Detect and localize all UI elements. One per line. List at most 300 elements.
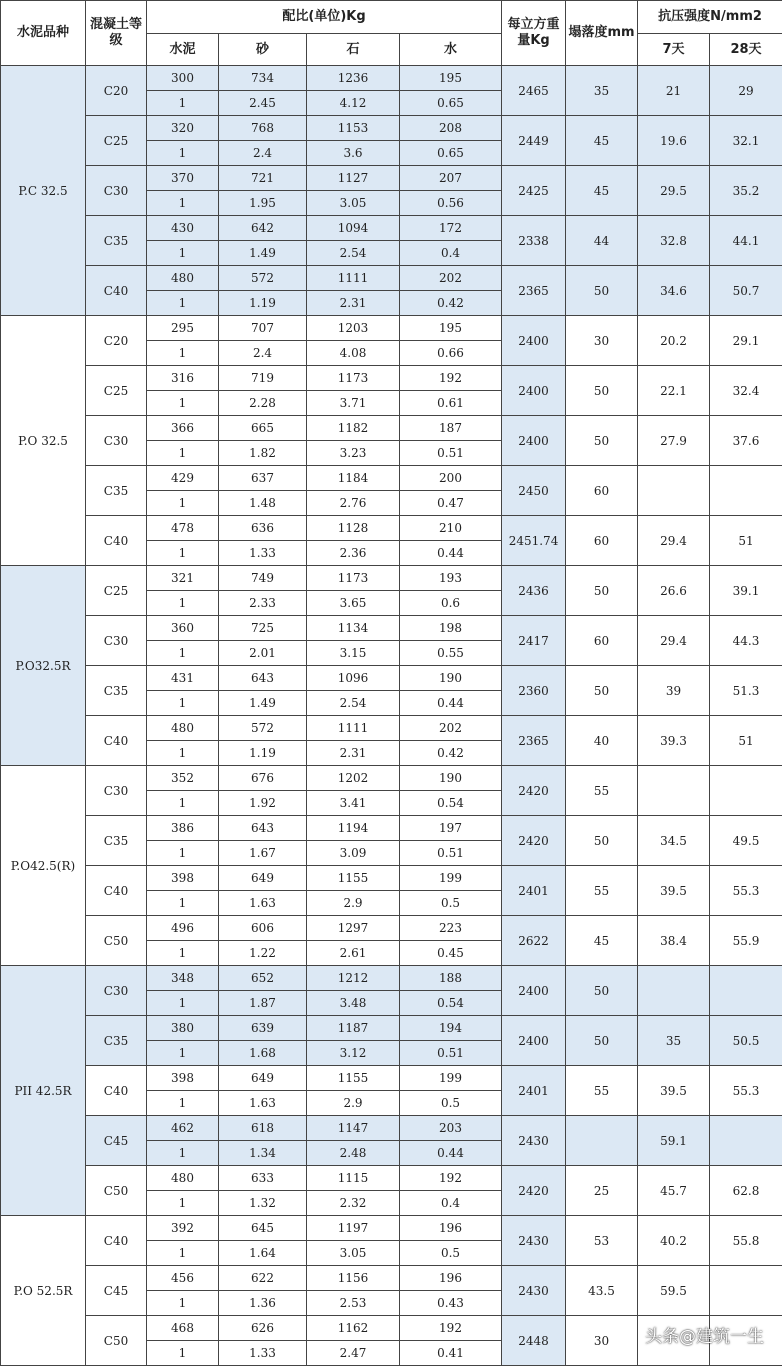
table-row bbox=[1, 966, 782, 991]
ratio-sand: 2.28 bbox=[219, 391, 307, 416]
mix-stone-kg: 1096 bbox=[307, 666, 400, 691]
strength-28-day-cell bbox=[710, 1266, 782, 1316]
mix-stone-kg: 1155 bbox=[307, 1066, 400, 1091]
ratio-stone: 2.61 bbox=[307, 941, 400, 966]
slump-cell: 45 bbox=[566, 116, 638, 166]
mix-cement-kg: 480 bbox=[147, 1166, 219, 1191]
ratio-water: 0.65 bbox=[400, 141, 502, 166]
mix-water-kg: 210 bbox=[400, 516, 502, 541]
mix-cement-kg: 480 bbox=[147, 266, 219, 291]
unit-weight-cell: 2420 bbox=[502, 816, 566, 866]
mix-cement-kg: 360 bbox=[147, 616, 219, 641]
ratio-water: 0.42 bbox=[400, 291, 502, 316]
strength-28-day-cell: 51.3 bbox=[710, 666, 782, 716]
strength-28-day-cell: 51 bbox=[710, 716, 782, 766]
ratio-water: 0.55 bbox=[400, 641, 502, 666]
mix-water-kg: 192 bbox=[400, 366, 502, 391]
ratio-sand: 2.45 bbox=[219, 91, 307, 116]
mix-sand-kg: 649 bbox=[219, 866, 307, 891]
strength-7-day-cell: 39.5 bbox=[638, 866, 710, 916]
slump-cell: 50 bbox=[566, 566, 638, 616]
slump-cell: 50 bbox=[566, 966, 638, 1016]
strength-28-day-cell: 51 bbox=[710, 516, 782, 566]
slump-cell: 25 bbox=[566, 1166, 638, 1216]
grade-cell: C25 bbox=[86, 366, 147, 416]
ratio-cement: 1 bbox=[147, 341, 219, 366]
mix-water-kg: 196 bbox=[400, 1216, 502, 1241]
mix-sand-kg: 618 bbox=[219, 1116, 307, 1141]
grade-cell: C50 bbox=[86, 916, 147, 966]
strength-7-day-cell: 21 bbox=[638, 66, 710, 116]
strength-7-day-cell: 40.2 bbox=[638, 1216, 710, 1266]
mix-stone-kg: 1128 bbox=[307, 516, 400, 541]
ratio-stone: 2.53 bbox=[307, 1291, 400, 1316]
ratio-cement: 1 bbox=[147, 441, 219, 466]
slump-cell bbox=[566, 1116, 638, 1166]
ratio-water: 0.54 bbox=[400, 791, 502, 816]
mix-cement-kg: 478 bbox=[147, 516, 219, 541]
strength-7-day-cell: 59.5 bbox=[638, 1266, 710, 1316]
table-row bbox=[1, 216, 782, 241]
mix-water-kg: 196 bbox=[400, 1266, 502, 1291]
mix-cement-kg: 430 bbox=[147, 216, 219, 241]
mix-stone-kg: 1155 bbox=[307, 866, 400, 891]
grade-cell: C35 bbox=[86, 466, 147, 516]
ratio-stone: 2.76 bbox=[307, 491, 400, 516]
ratio-water: 0.44 bbox=[400, 1141, 502, 1166]
unit-weight-cell: 2401 bbox=[502, 1066, 566, 1116]
ratio-stone: 2.9 bbox=[307, 1091, 400, 1116]
header-sand: 砂 bbox=[219, 34, 307, 66]
unit-weight-cell: 2430 bbox=[502, 1216, 566, 1266]
ratio-sand: 1.67 bbox=[219, 841, 307, 866]
ratio-cement: 1 bbox=[147, 91, 219, 116]
ratio-stone: 3.05 bbox=[307, 1241, 400, 1266]
ratio-water: 0.61 bbox=[400, 391, 502, 416]
ratio-cement: 1 bbox=[147, 491, 219, 516]
ratio-sand: 1.82 bbox=[219, 441, 307, 466]
ratio-stone: 3.09 bbox=[307, 841, 400, 866]
mix-water-kg: 192 bbox=[400, 1166, 502, 1191]
slump-cell: 50 bbox=[566, 416, 638, 466]
mix-sand-kg: 643 bbox=[219, 666, 307, 691]
strength-28-day-cell: 29 bbox=[710, 66, 782, 116]
ratio-sand: 2.01 bbox=[219, 641, 307, 666]
mix-water-kg: 208 bbox=[400, 116, 502, 141]
strength-28-day-cell: 29.1 bbox=[710, 316, 782, 366]
mix-sand-kg: 626 bbox=[219, 1316, 307, 1341]
header-water: 水 bbox=[400, 34, 502, 66]
strength-7-day-cell: 39 bbox=[638, 666, 710, 716]
mix-cement-kg: 320 bbox=[147, 116, 219, 141]
table-row bbox=[1, 416, 782, 441]
ratio-sand: 1.49 bbox=[219, 241, 307, 266]
ratio-cement: 1 bbox=[147, 541, 219, 566]
ratio-sand: 1.64 bbox=[219, 1241, 307, 1266]
strength-28-day-cell: 32.1 bbox=[710, 116, 782, 166]
unit-weight-cell: 2400 bbox=[502, 416, 566, 466]
mix-water-kg: 199 bbox=[400, 866, 502, 891]
table-row bbox=[1, 1016, 782, 1041]
table-row bbox=[1, 266, 782, 291]
mix-stone-kg: 1182 bbox=[307, 416, 400, 441]
grade-cell: C50 bbox=[86, 1316, 147, 1366]
grade-cell: C30 bbox=[86, 616, 147, 666]
strength-7-day-cell: 34.5 bbox=[638, 816, 710, 866]
strength-7-day-cell: 39.3 bbox=[638, 716, 710, 766]
strength-7-day-cell: 38.4 bbox=[638, 916, 710, 966]
cement-type-cell: P.O32.5R bbox=[1, 566, 86, 766]
mix-water-kg: 207 bbox=[400, 166, 502, 191]
mix-sand-kg: 636 bbox=[219, 516, 307, 541]
cement-type-cell: P.O 52.5R bbox=[1, 1216, 86, 1366]
table-row bbox=[1, 1166, 782, 1191]
mix-stone-kg: 1115 bbox=[307, 1166, 400, 1191]
mix-stone-kg: 1162 bbox=[307, 1316, 400, 1341]
unit-weight-cell: 2451.74 bbox=[502, 516, 566, 566]
grade-cell: C40 bbox=[86, 1066, 147, 1116]
table-row bbox=[1, 466, 782, 491]
ratio-cement: 1 bbox=[147, 1091, 219, 1116]
ratio-water: 0.5 bbox=[400, 1241, 502, 1266]
table-row bbox=[1, 616, 782, 641]
mix-cement-kg: 431 bbox=[147, 666, 219, 691]
ratio-cement: 1 bbox=[147, 1241, 219, 1266]
mix-cement-kg: 392 bbox=[147, 1216, 219, 1241]
mix-water-kg: 190 bbox=[400, 666, 502, 691]
ratio-water: 0.44 bbox=[400, 691, 502, 716]
grade-cell: C20 bbox=[86, 66, 147, 116]
table-row bbox=[1, 866, 782, 891]
mix-sand-kg: 721 bbox=[219, 166, 307, 191]
header-mix-ratio: 配比(单位)Kg bbox=[147, 1, 502, 34]
strength-7-day-cell: 39.5 bbox=[638, 1066, 710, 1116]
ratio-cement: 1 bbox=[147, 241, 219, 266]
ratio-stone: 3.15 bbox=[307, 641, 400, 666]
ratio-sand: 2.4 bbox=[219, 141, 307, 166]
table-row bbox=[1, 1066, 782, 1091]
mix-sand-kg: 572 bbox=[219, 266, 307, 291]
mix-sand-kg: 572 bbox=[219, 716, 307, 741]
unit-weight-cell: 2401 bbox=[502, 866, 566, 916]
mix-stone-kg: 1156 bbox=[307, 1266, 400, 1291]
ratio-water: 0.6 bbox=[400, 591, 502, 616]
slump-cell: 60 bbox=[566, 466, 638, 516]
unit-weight-cell: 2420 bbox=[502, 1166, 566, 1216]
slump-cell: 44 bbox=[566, 216, 638, 266]
table-row bbox=[1, 716, 782, 741]
mix-sand-kg: 643 bbox=[219, 816, 307, 841]
mix-cement-kg: 480 bbox=[147, 716, 219, 741]
ratio-stone: 2.31 bbox=[307, 741, 400, 766]
mix-cement-kg: 380 bbox=[147, 1016, 219, 1041]
slump-cell: 50 bbox=[566, 816, 638, 866]
unit-weight-cell: 2417 bbox=[502, 616, 566, 666]
mix-cement-kg: 462 bbox=[147, 1116, 219, 1141]
mix-stone-kg: 1111 bbox=[307, 716, 400, 741]
ratio-cement: 1 bbox=[147, 291, 219, 316]
mix-water-kg: 195 bbox=[400, 66, 502, 91]
ratio-sand: 1.48 bbox=[219, 491, 307, 516]
ratio-cement: 1 bbox=[147, 191, 219, 216]
strength-7-day-cell: 20.2 bbox=[638, 316, 710, 366]
ratio-cement: 1 bbox=[147, 1291, 219, 1316]
mix-water-kg: 198 bbox=[400, 616, 502, 641]
strength-28-day-cell: 55.8 bbox=[710, 1216, 782, 1266]
mix-stone-kg: 1197 bbox=[307, 1216, 400, 1241]
strength-28-day-cell: 55.3 bbox=[710, 866, 782, 916]
header-cement: 水泥 bbox=[147, 34, 219, 66]
mix-water-kg: 202 bbox=[400, 716, 502, 741]
ratio-water: 0.43 bbox=[400, 1291, 502, 1316]
table-row bbox=[1, 1116, 782, 1141]
mix-sand-kg: 725 bbox=[219, 616, 307, 641]
mix-sand-kg: 606 bbox=[219, 916, 307, 941]
mix-stone-kg: 1194 bbox=[307, 816, 400, 841]
grade-cell: C40 bbox=[86, 1216, 147, 1266]
ratio-stone: 2.54 bbox=[307, 691, 400, 716]
mix-cement-kg: 352 bbox=[147, 766, 219, 791]
grade-cell: C45 bbox=[86, 1266, 147, 1316]
mix-water-kg: 194 bbox=[400, 1016, 502, 1041]
ratio-sand: 1.33 bbox=[219, 1341, 307, 1366]
ratio-stone: 3.23 bbox=[307, 441, 400, 466]
table-row bbox=[1, 666, 782, 691]
strength-7-day-cell: 45.7 bbox=[638, 1166, 710, 1216]
ratio-water: 0.5 bbox=[400, 891, 502, 916]
ratio-stone: 2.9 bbox=[307, 891, 400, 916]
grade-cell: C35 bbox=[86, 1016, 147, 1066]
slump-cell: 45 bbox=[566, 166, 638, 216]
strength-7-day-cell: 27.9 bbox=[638, 416, 710, 466]
grade-cell: C20 bbox=[86, 316, 147, 366]
slump-cell: 50 bbox=[566, 366, 638, 416]
ratio-water: 0.4 bbox=[400, 241, 502, 266]
mix-stone-kg: 1127 bbox=[307, 166, 400, 191]
table-row bbox=[1, 116, 782, 141]
slump-cell: 30 bbox=[566, 316, 638, 366]
ratio-sand: 1.32 bbox=[219, 1191, 307, 1216]
grade-cell: C40 bbox=[86, 516, 147, 566]
strength-7-day-cell: 29.4 bbox=[638, 516, 710, 566]
mix-cement-kg: 366 bbox=[147, 416, 219, 441]
cement-type-cell: P.O 32.5 bbox=[1, 316, 86, 566]
ratio-stone: 2.36 bbox=[307, 541, 400, 566]
slump-cell: 53 bbox=[566, 1216, 638, 1266]
strength-7-day-cell: 26.6 bbox=[638, 566, 710, 616]
grade-cell: C30 bbox=[86, 416, 147, 466]
cement-type-cell: P.C 32.5 bbox=[1, 66, 86, 316]
ratio-sand: 1.49 bbox=[219, 691, 307, 716]
mix-cement-kg: 398 bbox=[147, 1066, 219, 1091]
mix-cement-kg: 468 bbox=[147, 1316, 219, 1341]
slump-cell: 55 bbox=[566, 766, 638, 816]
table-body bbox=[1, 66, 782, 1366]
unit-weight-cell: 2400 bbox=[502, 966, 566, 1016]
strength-28-day-cell bbox=[710, 766, 782, 816]
strength-28-day-cell: 39.1 bbox=[710, 566, 782, 616]
ratio-stone: 4.08 bbox=[307, 341, 400, 366]
ratio-sand: 1.36 bbox=[219, 1291, 307, 1316]
ratio-water: 0.56 bbox=[400, 191, 502, 216]
ratio-cement: 1 bbox=[147, 891, 219, 916]
strength-7-day-cell bbox=[638, 966, 710, 1016]
ratio-stone: 3.71 bbox=[307, 391, 400, 416]
grade-cell: C45 bbox=[86, 1116, 147, 1166]
table-row bbox=[1, 1216, 782, 1241]
mix-cement-kg: 398 bbox=[147, 866, 219, 891]
strength-28-day-cell: 37.6 bbox=[710, 416, 782, 466]
ratio-cement: 1 bbox=[147, 841, 219, 866]
unit-weight-cell: 2420 bbox=[502, 766, 566, 816]
mix-water-kg: 187 bbox=[400, 416, 502, 441]
mix-cement-kg: 496 bbox=[147, 916, 219, 941]
mix-stone-kg: 1187 bbox=[307, 1016, 400, 1041]
ratio-water: 0.65 bbox=[400, 91, 502, 116]
strength-7-day-cell bbox=[638, 466, 710, 516]
strength-28-day-cell: 49.5 bbox=[710, 816, 782, 866]
strength-7-day-cell: 29.5 bbox=[638, 166, 710, 216]
mix-stone-kg: 1094 bbox=[307, 216, 400, 241]
ratio-stone: 3.65 bbox=[307, 591, 400, 616]
mix-water-kg: 202 bbox=[400, 266, 502, 291]
table-row bbox=[1, 516, 782, 541]
mix-cement-kg: 456 bbox=[147, 1266, 219, 1291]
ratio-cement: 1 bbox=[147, 791, 219, 816]
mix-stone-kg: 1236 bbox=[307, 66, 400, 91]
ratio-sand: 1.19 bbox=[219, 291, 307, 316]
grade-cell: C30 bbox=[86, 966, 147, 1016]
ratio-sand: 1.63 bbox=[219, 891, 307, 916]
mix-cement-kg: 348 bbox=[147, 966, 219, 991]
strength-28-day-cell: 55.9 bbox=[710, 916, 782, 966]
mix-stone-kg: 1297 bbox=[307, 916, 400, 941]
unit-weight-cell: 2365 bbox=[502, 716, 566, 766]
ratio-stone: 3.48 bbox=[307, 991, 400, 1016]
mix-stone-kg: 1134 bbox=[307, 616, 400, 641]
cement-type-cell: P.O42.5(R) bbox=[1, 766, 86, 966]
mix-cement-kg: 295 bbox=[147, 316, 219, 341]
ratio-cement: 1 bbox=[147, 641, 219, 666]
mix-sand-kg: 734 bbox=[219, 66, 307, 91]
slump-cell: 35 bbox=[566, 66, 638, 116]
ratio-cement: 1 bbox=[147, 691, 219, 716]
strength-7-day-cell: 34.6 bbox=[638, 266, 710, 316]
mix-sand-kg: 633 bbox=[219, 1166, 307, 1191]
ratio-stone: 3.6 bbox=[307, 141, 400, 166]
strength-28-day-cell: 35.2 bbox=[710, 166, 782, 216]
ratio-stone: 2.31 bbox=[307, 291, 400, 316]
unit-weight-cell: 2622 bbox=[502, 916, 566, 966]
grade-cell: C30 bbox=[86, 766, 147, 816]
mix-sand-kg: 676 bbox=[219, 766, 307, 791]
unit-weight-cell: 2360 bbox=[502, 666, 566, 716]
table-row bbox=[1, 316, 782, 341]
strength-7-day-cell: 32.8 bbox=[638, 216, 710, 266]
ratio-water: 0.47 bbox=[400, 491, 502, 516]
ratio-water: 0.5 bbox=[400, 1091, 502, 1116]
table-row bbox=[1, 766, 782, 791]
grade-cell: C50 bbox=[86, 1166, 147, 1216]
mix-stone-kg: 1173 bbox=[307, 366, 400, 391]
ratio-sand: 2.33 bbox=[219, 591, 307, 616]
slump-cell: 50 bbox=[566, 266, 638, 316]
ratio-sand: 1.68 bbox=[219, 1041, 307, 1066]
table-row bbox=[1, 566, 782, 591]
table-row bbox=[1, 816, 782, 841]
ratio-sand: 1.34 bbox=[219, 1141, 307, 1166]
mix-stone-kg: 1202 bbox=[307, 766, 400, 791]
ratio-cement: 1 bbox=[147, 991, 219, 1016]
ratio-sand: 1.22 bbox=[219, 941, 307, 966]
unit-weight-cell: 2448 bbox=[502, 1316, 566, 1366]
ratio-sand: 1.95 bbox=[219, 191, 307, 216]
mix-sand-kg: 652 bbox=[219, 966, 307, 991]
strength-7-day-cell: 22.1 bbox=[638, 366, 710, 416]
ratio-stone: 2.32 bbox=[307, 1191, 400, 1216]
table-row bbox=[1, 916, 782, 941]
mix-cement-kg: 429 bbox=[147, 466, 219, 491]
mix-sand-kg: 642 bbox=[219, 216, 307, 241]
mix-sand-kg: 749 bbox=[219, 566, 307, 591]
ratio-stone: 3.41 bbox=[307, 791, 400, 816]
unit-weight-cell: 2450 bbox=[502, 466, 566, 516]
ratio-sand: 1.92 bbox=[219, 791, 307, 816]
grade-cell: C40 bbox=[86, 266, 147, 316]
slump-cell: 55 bbox=[566, 1066, 638, 1116]
strength-28-day-cell: 32.4 bbox=[710, 366, 782, 416]
mix-water-kg: 188 bbox=[400, 966, 502, 991]
grade-cell: C25 bbox=[86, 566, 147, 616]
mix-water-kg: 199 bbox=[400, 1066, 502, 1091]
ratio-stone: 2.48 bbox=[307, 1141, 400, 1166]
strength-28-day-cell: 44.3 bbox=[710, 616, 782, 666]
ratio-sand: 1.19 bbox=[219, 741, 307, 766]
header-strength: 抗压强度N/mm2 bbox=[638, 1, 782, 34]
mix-sand-kg: 645 bbox=[219, 1216, 307, 1241]
header-concrete-grade: 混凝土等级 bbox=[86, 1, 147, 66]
slump-cell: 50 bbox=[566, 666, 638, 716]
mix-water-kg: 192 bbox=[400, 1316, 502, 1341]
header-stone: 石 bbox=[307, 34, 400, 66]
ratio-water: 0.45 bbox=[400, 941, 502, 966]
strength-7-day-cell bbox=[638, 766, 710, 816]
table-row bbox=[1, 366, 782, 391]
ratio-cement: 1 bbox=[147, 1341, 219, 1366]
mix-cement-kg: 300 bbox=[147, 66, 219, 91]
ratio-sand: 1.33 bbox=[219, 541, 307, 566]
mix-water-kg: 197 bbox=[400, 816, 502, 841]
slump-cell: 40 bbox=[566, 716, 638, 766]
header-slump: 塌落度mm bbox=[566, 1, 638, 66]
table-header bbox=[1, 1, 782, 66]
ratio-sand: 2.4 bbox=[219, 341, 307, 366]
watermark: 头条@建筑一生 bbox=[645, 1322, 764, 1347]
slump-cell: 50 bbox=[566, 1016, 638, 1066]
mix-stone-kg: 1147 bbox=[307, 1116, 400, 1141]
unit-weight-cell: 2465 bbox=[502, 66, 566, 116]
mix-sand-kg: 649 bbox=[219, 1066, 307, 1091]
ratio-cement: 1 bbox=[147, 391, 219, 416]
ratio-water: 0.4 bbox=[400, 1191, 502, 1216]
strength-7-day-cell: 19.6 bbox=[638, 116, 710, 166]
mix-cement-kg: 316 bbox=[147, 366, 219, 391]
unit-weight-cell: 2400 bbox=[502, 316, 566, 366]
ratio-cement: 1 bbox=[147, 741, 219, 766]
mix-stone-kg: 1173 bbox=[307, 566, 400, 591]
strength-28-day-cell bbox=[710, 966, 782, 1016]
mix-water-kg: 203 bbox=[400, 1116, 502, 1141]
